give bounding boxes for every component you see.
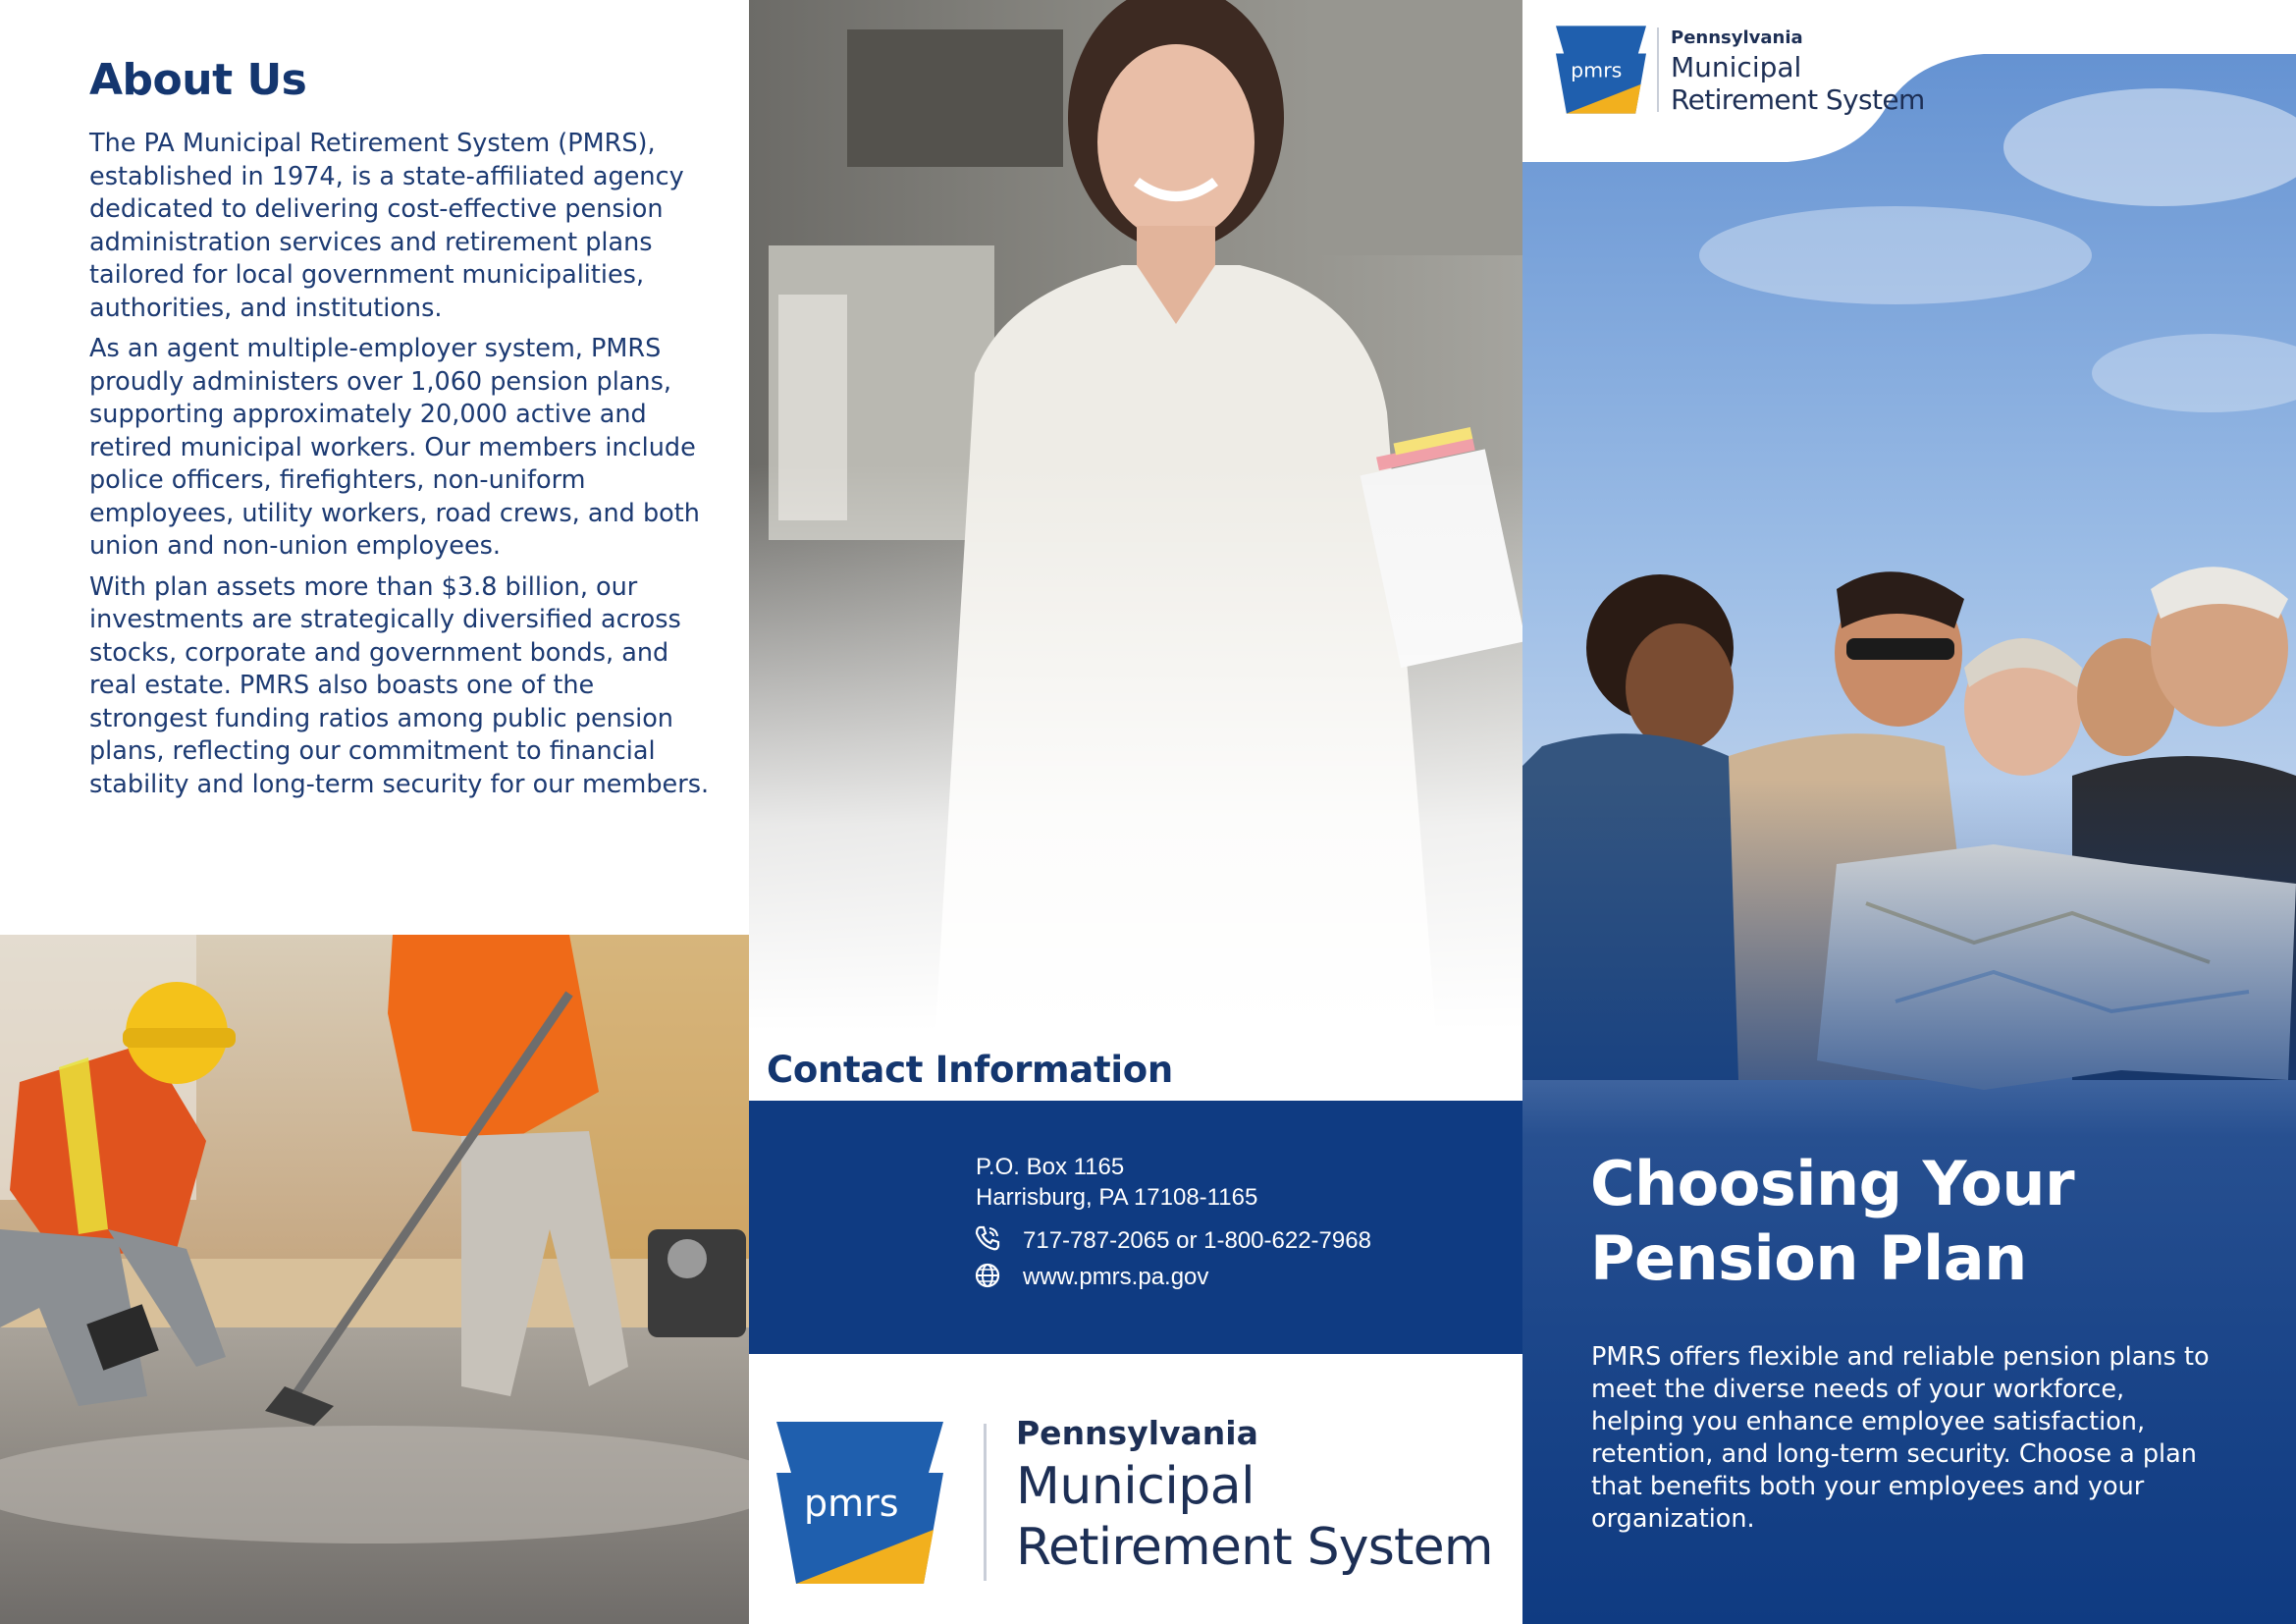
logo-badge-text: pmrs (804, 1482, 899, 1525)
hero-title-line-1: Choosing Your (1590, 1148, 2075, 1219)
contact-panel (749, 0, 1522, 1624)
logo-small-badge-text: pmrs (1571, 58, 1623, 82)
about-paragraph: As an agent multiple-employer system, PMRS proudly administers over 1,060 pension plans, supporting approximately 20,000 active and retired municipal workers. Our members include police officers, firefighters, non-uniform employees, utility workers, road crews, and both union and non-union employees. (89, 334, 700, 561)
about-body (89, 128, 718, 809)
about-paragraph: With plan assets more than $3.8 billion, our investments are strategically diversified across stocks, corporate and government bonds, and real estate. PMRS also boasts one of the strongest funding ratios among public pension plans, reflecting our commitment to financial stability and long-term security for our members. (89, 571, 710, 799)
phone-number[interactable]: 717-787-2065 or 1-800-622-7968 (1023, 1227, 1371, 1254)
contact-band (749, 1101, 1522, 1354)
logo-small-divider (1657, 27, 1659, 112)
logo-line-3: Retirement System (1016, 1518, 1493, 1577)
about-title: About Us (89, 55, 307, 105)
pmrs-logo-large (776, 1414, 1503, 1591)
contact-title: Contact Information (767, 1049, 1173, 1091)
hero-body: PMRS offers flexible and reliable pension plans to meet the diverse needs of your workforce, helping you enhance employee satisfaction, retention, and long-term security. Choose a plan that benefits both your employees and your organization. (1591, 1342, 2210, 1534)
globe-icon (974, 1262, 1001, 1289)
logo-small-line-2: Municipal (1671, 51, 1802, 83)
smiling-woman-photo (749, 0, 1522, 1031)
logo-small-line-3: Retirement System (1671, 83, 1925, 116)
construction-workers-photo (0, 935, 749, 1624)
about-panel (0, 0, 749, 1624)
logo-divider (984, 1424, 987, 1581)
cover-panel (1522, 0, 2296, 1624)
website-link[interactable]: www.pmrs.pa.gov (1023, 1264, 1209, 1290)
phone-icon (974, 1224, 1001, 1252)
address-line-2: Harrisburg, PA 17108-1165 (976, 1184, 1258, 1211)
about-paragraph: The PA Municipal Retirement System (PMRS), established in 1974, is a state-affiliated agency dedicated to delivering cost-effective pension administration services and retirement plans tailored for local government municipalities, authorities, and institutions. (89, 129, 684, 323)
hero-title (1590, 1147, 2277, 1296)
logo-line-2: Municipal (1016, 1457, 1255, 1516)
keystone-logo-small-icon (1556, 26, 1646, 114)
hero-title-line-2: Pension Plan (1590, 1222, 2027, 1294)
keystone-logo-icon (776, 1422, 943, 1584)
logo-small-line-1: Pennsylvania (1671, 27, 1803, 48)
logo-line-1: Pennsylvania (1016, 1414, 1258, 1452)
pmrs-logo-small (1556, 22, 1968, 120)
address-line-1: P.O. Box 1165 (976, 1154, 1125, 1180)
